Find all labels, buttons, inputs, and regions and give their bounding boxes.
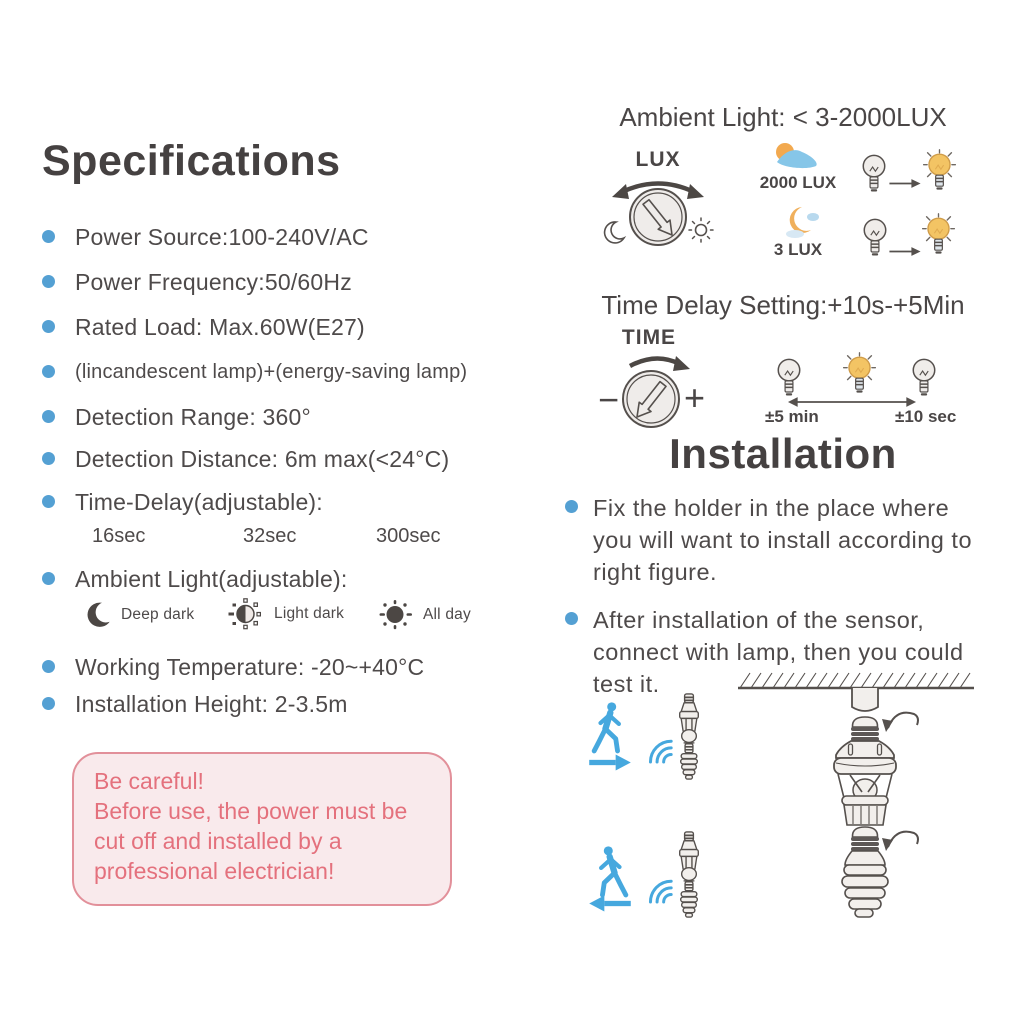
motion-figure-approach bbox=[588, 692, 708, 787]
bulb-off-icon bbox=[860, 153, 888, 196]
arrow-right-icon bbox=[888, 178, 922, 189]
half-sun-icon bbox=[228, 598, 264, 630]
ambient-mode-deep-dark bbox=[84, 600, 194, 629]
spec-text: Time-Delay(adjustable): bbox=[75, 489, 323, 515]
bullet-dot bbox=[42, 410, 55, 423]
arrow-right-blue-icon bbox=[588, 754, 632, 771]
lux-dial-group bbox=[596, 148, 720, 252]
walking-person-icon bbox=[588, 701, 630, 755]
spec-row-working-temperature bbox=[42, 654, 512, 681]
bulb-on-icon bbox=[923, 149, 956, 195]
bulb-on-icon bbox=[843, 352, 876, 398]
bullet-dot bbox=[42, 230, 55, 243]
lux-dial-icon bbox=[596, 174, 720, 254]
bullet-dot bbox=[42, 572, 55, 585]
bullet-dot bbox=[42, 697, 55, 710]
spec-text: Power Frequency:50/60Hz bbox=[75, 269, 352, 295]
range-label-min: ±5 min bbox=[765, 407, 819, 426]
spec-row-rated-load bbox=[42, 314, 512, 341]
signal-waves-icon bbox=[642, 867, 674, 905]
lux-row-label: 3 LUX bbox=[773, 240, 823, 259]
sensor-bulb-device-icon bbox=[674, 830, 704, 922]
minus-sign: − bbox=[598, 379, 620, 420]
plus-sign: + bbox=[684, 377, 706, 418]
signal-waves-icon bbox=[642, 727, 674, 765]
installation-text: After installation of the sensor, connect with lamp, then you could test it. bbox=[593, 607, 964, 697]
spec-text: Installation Height: 2-3.5m bbox=[75, 691, 348, 717]
moon-outline-icon bbox=[605, 222, 624, 243]
lux-row-label: 2000 LUX bbox=[759, 173, 837, 192]
specifications-title: Specifications bbox=[42, 136, 341, 185]
bulb-off-icon bbox=[775, 357, 803, 400]
moon-icon bbox=[84, 600, 111, 629]
bullet-dot bbox=[42, 365, 55, 378]
ambient-mode-label: Deep dark bbox=[121, 605, 195, 623]
spec-text: Detection Distance: 6m max(<24°C) bbox=[75, 446, 450, 472]
spec-row-detection-range bbox=[42, 404, 512, 431]
spec-row-time-delay bbox=[42, 489, 512, 516]
spec-row-power-source bbox=[42, 224, 512, 251]
ambient-mode-label: Light dark bbox=[274, 605, 345, 622]
ambient-mode-label: All day bbox=[423, 606, 471, 623]
bullet-dot bbox=[565, 612, 578, 625]
time-delay-value: 32sec bbox=[243, 525, 297, 547]
time-dial-group bbox=[600, 326, 704, 430]
spec-row-power-frequency bbox=[42, 269, 512, 296]
installation-bullet bbox=[565, 492, 1005, 588]
sun-icon bbox=[379, 599, 413, 631]
bullet-dot bbox=[565, 500, 578, 513]
walking-person-icon bbox=[590, 845, 632, 899]
spec-row-detection-distance bbox=[42, 446, 512, 473]
motion-figure-leave bbox=[588, 833, 708, 928]
bullet-dot bbox=[42, 495, 55, 508]
spec-text: Working Temperature: -20~+40°C bbox=[75, 654, 425, 680]
spec-text: Rated Load: Max.60W(E27) bbox=[75, 314, 365, 340]
time-dial-label: TIME bbox=[621, 326, 677, 349]
spec-text: Detection Range: 360° bbox=[75, 404, 311, 430]
spec-row-installation-height bbox=[42, 691, 512, 718]
arrow-right-icon bbox=[888, 246, 922, 257]
night-cloud-icon bbox=[780, 204, 824, 240]
ceiling-installation-diagram bbox=[738, 664, 974, 922]
warning-box bbox=[72, 752, 452, 906]
installation-text: Fix the holder in the place where you will want to install according to right figure. bbox=[593, 495, 973, 585]
installation-title: Installation bbox=[669, 430, 897, 477]
time-delay-value: 16sec bbox=[92, 525, 146, 547]
bullet-dot bbox=[42, 320, 55, 333]
spec-text: Power Source:100-240V/AC bbox=[75, 224, 369, 250]
sensor-bulb-device-icon bbox=[674, 692, 704, 784]
bullet-dot bbox=[42, 660, 55, 673]
daylight-cloud-icon bbox=[770, 141, 824, 171]
spec-text: (lincandescent lamp)+(energy-saving lamp) bbox=[75, 361, 468, 383]
time-delay-title: Time Delay Setting:+10s-+5Min bbox=[601, 290, 965, 320]
bullet-dot bbox=[42, 452, 55, 465]
bulb-off-icon bbox=[910, 357, 938, 400]
lux-dial-label: LUX bbox=[635, 148, 681, 171]
bulb-on-icon bbox=[922, 213, 955, 259]
spec-row-ambient-light bbox=[42, 566, 512, 593]
spec-text: Ambient Light(adjustable): bbox=[75, 566, 348, 592]
bullet-dot bbox=[42, 275, 55, 288]
ambient-mode-all-day bbox=[379, 599, 471, 631]
range-label-sec: ±10 sec bbox=[895, 407, 957, 426]
time-delay-value: 300sec bbox=[376, 525, 441, 547]
warning-title: Be careful! bbox=[94, 768, 204, 794]
time-delay-figure bbox=[760, 352, 965, 427]
spec-row-lamp-types bbox=[42, 359, 512, 384]
warning-body: Before use, the power must be cut off and installed by a professional electrician! bbox=[94, 798, 408, 884]
arrow-left-blue-icon bbox=[588, 895, 632, 912]
ambient-light-title: Ambient Light: < 3-2000LUX bbox=[619, 102, 947, 132]
ambient-mode-light-dark bbox=[228, 598, 344, 630]
bulb-off-icon bbox=[861, 217, 889, 260]
sun-outline-icon bbox=[689, 218, 713, 242]
